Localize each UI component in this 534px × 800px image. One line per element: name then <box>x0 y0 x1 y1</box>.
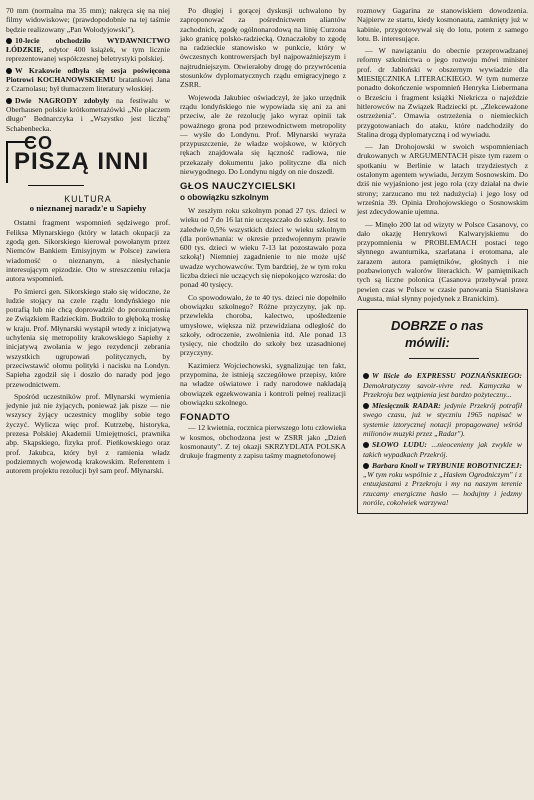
column-3 <box>357 6 528 514</box>
news-brief: W Krakowie odbyła się sesja poświęcona Piotrowi KOCHANOWSKIEMU bratankowi Jana z Czarnolasu; był tłumaczem literatury włoskiej. <box>6 65 170 94</box>
article-paragraph: Co spowodowało, że te 40 tys. dzieci nie dopełniło obowiązku szkolnego? Różne przyczyny, jak np. przewlekła choroba, kalectwo, upośledzenie umysłowe, większa niż przewidziana odległość do szkoły, odroczenie, zwolnienia itd. Ale ponad 13 tysięcy, nie chodziło do szkoły bez uzasadnionej przyczyny. <box>180 292 346 358</box>
article-paragraph: rozmowy Gagarina ze stanowiskiem dowodzenia. Najpierw ze startu, kiedy kosmonauta, zamknięty już w kabinie, przygotowywał się do lotu, potem z samego lotu. B. interesujące. <box>357 6 528 43</box>
article-paragraph: Wojewoda Jakubiec oświadczył, że jako urzędnik rządu londyńskiego nie wypowiada się ani za ani przeciw, ale że rezolucję jako wyraz opinii tak poważnego grona pod przewodnictwem metropolity — wyśle do Londynu. Prof. Młynarski wyraża przypuszczenie, że władze wojskowe, w których rękach znajdowała się łączność radiowa, nie przekazały dokumentu jako polityczne dla nich niewygodnego. Do Londynu nigdy on nie doszedł. <box>180 92 346 177</box>
article-paragraph: Spośród uczestników prof. Młynarski wymienia jedynie już nie żyjących, ponieważ jak pisze — nie wszyscy żyjący uczestnicy mogliby sobie tego życzyć. Wylicza więc prof. Kutrzebę, historyka, prezesa Polskiej Akademii Umiejętności, prawnika abp. Skąpskiego, fizyka prof. Pieńkowskiego oraz prof. Jakubca, który był z ramienia władz podziemnych wojewodą krakowskim. Referentem i autorem projektu rezolucji był sam prof. Młynarski. <box>6 391 170 476</box>
banner-underline <box>28 185 84 186</box>
glos-headline: o obowiązku szkolnym <box>180 192 269 202</box>
article-paragraph: Po śmierci gen. Sikorskiego stało się widoczne, że ludzie stojący na czele rządu londyńskiego nie potrafią lub nie chcą doprowadzić do porozumienia ze Związkiem Radzieckim. Budziło to głęboką troskę w kraju. Prof. Młynarski wystąpił wtedy z inicjatywą uchylenia się metropolity krakowskiego Sapiehy z inicjatywą zwołania w jego rezydencji zebrania wszystkich ugrupowań politycznych, by przeciwstawić ołomu polityki i nacisku na Londyn. Sapieha zgodził się i doszło do narady pod jego przewodnictwem. <box>6 286 170 389</box>
article-paragraph: Po długiej i gorącej dyskusji uchwalono by zaproponować za pośrednictwem aliantów zachodnich, zgodę ogólnonarodową na linię Curzona jako granicę polsko-radziecką. Oznaczałoby to zgodę na radzieckie stanowisko w punkcie, który w ówczesnych kontrowersjach był najpoważniejszym i najtrudniejszym. Otwierałoby drogę do przywrócenia stosunków dyplomatycznych rządu emigracyjnego z ZSRR. <box>180 6 346 90</box>
article-paragraph: — Minęło 200 lat od wizyty w Polsce Casanovy, co dało okazję Henrykowi Kalwaryjskiemu do przypomnienia w PROBLEMACH postaci tego słynnego awanturnika, szarlatana i erotomana, ale zarazem autora pamiętników, głośnych i nie pozbawionych walorów literackich. W pamiętnikach tych są liczne polonica (Casanova przebywał przez pewien czas w Polsce w czasie panowania Stanisława Augusta, miał słynny pojedynek z Branickim). <box>357 219 528 303</box>
article-paragraph: — W nawiązaniu do obecnie przeprowadzanej reformy szkolnictwa o jego rozwoju mówi minister prof. dr Jabłoński w obszernym wywiadzie dla MIESIĘCZNIKA LITERACKIEGO. W tym numerze ponadto dokończenie wspomnień Henryka Liebermana o Brześciu i fragment książki Niekricza o najeździe hitlerowców na Związek Radziecki pt. „Zlekceważone ostrzeżenia". Omawia ostrzeżenia o niemieckich przygotowaniach do ataku, które nadchodziły do Stalina drogą dyplomatyczną i od wywiadu. <box>357 46 528 139</box>
kultura-headline: o nieznanej naradz'e u Sapiehy <box>29 203 147 214</box>
bullet-icon <box>363 442 369 448</box>
quote-item: Barbara Knoll w TRYBUNIE ROBOTNICZEJ: „W tym roku wspólnie z „Hasłem Ogrodniczym" i z entuzjastami z Przekroju i my na naszym terenie rzucamy energiczne hasło — hodujmy i jedzmy noróle, cokolwiek warzywa! <box>363 460 522 508</box>
article-paragraph: Kazimierz Wojciechowski, sygnalizując ten fakt, przypomina, że istnieją szczegółowe przepisy, które na władze oświatowe i rady narodowe nakładają obowiązek egzekwowania i kontroli pełnej realizacji obowiązku szkolnego. <box>180 360 346 407</box>
article-paragraph: Ostatni fragment wspomnień sędziwego prof. Feliksa Młynarskiego (który w latach okupacji za zgodą gen. Sikorskiego kierował powołanym przez Niemców Bankiem Emisyjnym w Polsce) zawiera wiadomość o nieznanym, a niesłychanie interesującym epizodzie. Oto w streszczeniu relacja autora wspomnień. <box>6 218 170 284</box>
box-title: DOBRZE o nas <box>391 318 484 334</box>
bullet-icon <box>363 373 369 379</box>
quote-item: Miesięcznik RADAR: jedynie Przekrój potrafił swego czasu, już w styczniu 1965 napisać w systemie iztorycznej notacji propagowanej wśród milionów muzyki przez „Radar"). <box>363 401 522 438</box>
column-2 <box>180 6 346 461</box>
quote-item: W liście do EXPRESSU POZNAŃSKIEGO: Demokratyczny savoir-vivre red. Kamyczka w Przekroju bez wątpienia jest bardzo pożyteczny... <box>363 371 522 399</box>
bullet-icon <box>6 38 12 44</box>
article-paragraph: — Jan Drohojowski w swoich wspomnieniach drukowanych w ARGUMENTACH pisze tym razem o spotkaniu w Berlinie w latach trzydziestych z ostalonym agentem wywiadu, Jerzym Sosnowskim. Do dziś nie wyjaśniono jest jego rola (czy działał na dwie strony; zarzucano mu też nadużycia) i jego losy od września 39. Opinia Drohojowskiego o Sosnowskim jest zdecydowanie ujemna. <box>357 142 528 217</box>
bullet-icon <box>6 98 12 104</box>
kultura-title: KULTURA <box>64 193 112 204</box>
news-brief: Dwie NAGRODY zdobyły na festiwalu w Oberhausen polskie krótkometrażówki „Nie płaczem długo" Bednarczyka i „Wszystko jest liczbą" Schabenbecka. <box>6 95 170 133</box>
box-subtitle: mówili: <box>405 335 522 365</box>
news-brief: 70 mm (normalna ma 35 mm); nakręca się na niej filmy widowiskowe; (prawdopodobnie na tej taśmie będzie realizowany „Pan Wołodyjowski"). <box>6 6 170 34</box>
fonadto-title: FONADTO <box>180 412 231 424</box>
column-1 <box>6 6 170 475</box>
news-brief-list <box>6 6 170 133</box>
glos-title: GŁOS NAUCZYCIELSKI <box>180 181 296 193</box>
dobrze-o-nas-box <box>357 309 528 514</box>
section-banner <box>6 132 170 187</box>
banner-line-2: PISZĄ INNI <box>14 147 150 175</box>
bullet-icon <box>363 403 369 409</box>
box-rule <box>409 358 479 359</box>
banner-line-1: CO <box>24 132 53 153</box>
bullet-icon <box>363 463 369 469</box>
quote-item: SŁOWO LUDU: ...nieocenieny jak zwykle w takich wypadkach Przekrój. <box>363 440 522 459</box>
article-paragraph: W zeszłym roku szkolnym ponad 27 tys. dzieci w wieku od 7 do 16 lat nie uczęszczało do szkoły. Jest to zaledwie 0,5% wszystkich dzieci w wieku szkolnym (dla porównania: w okresie przedwojennym prawie 600 tys. dzieci w wieku 7-13 lat pozostawało poza szkołą!) Niemniej zagadnienie to nie może ujść uwadze wychowawców. Tym bardziej, że w tym roku liczba dzieci nie uczących się niepokojąco wzrosła: do ponad 40 tysięcy. <box>180 205 346 290</box>
news-brief: 10-lecie obchodziło WYDAWNICTWO ŁÓDZKIE, edytor 400 książek, w tym licznie reprezentowanej współczesnej beletrystyki polskiej. <box>6 35 170 64</box>
article-paragraph: — 12 kwietnia, rocznica pierwszego lotu człowieka w kosmos, obchodzona jest w ZSRR jako „Dzień kosmonauty". Z tej okazji SKRZYDLATA POLSKA drukuje fragmenty z zapisu taśmy magnetofonowej <box>180 423 346 461</box>
bullet-icon <box>6 68 12 74</box>
